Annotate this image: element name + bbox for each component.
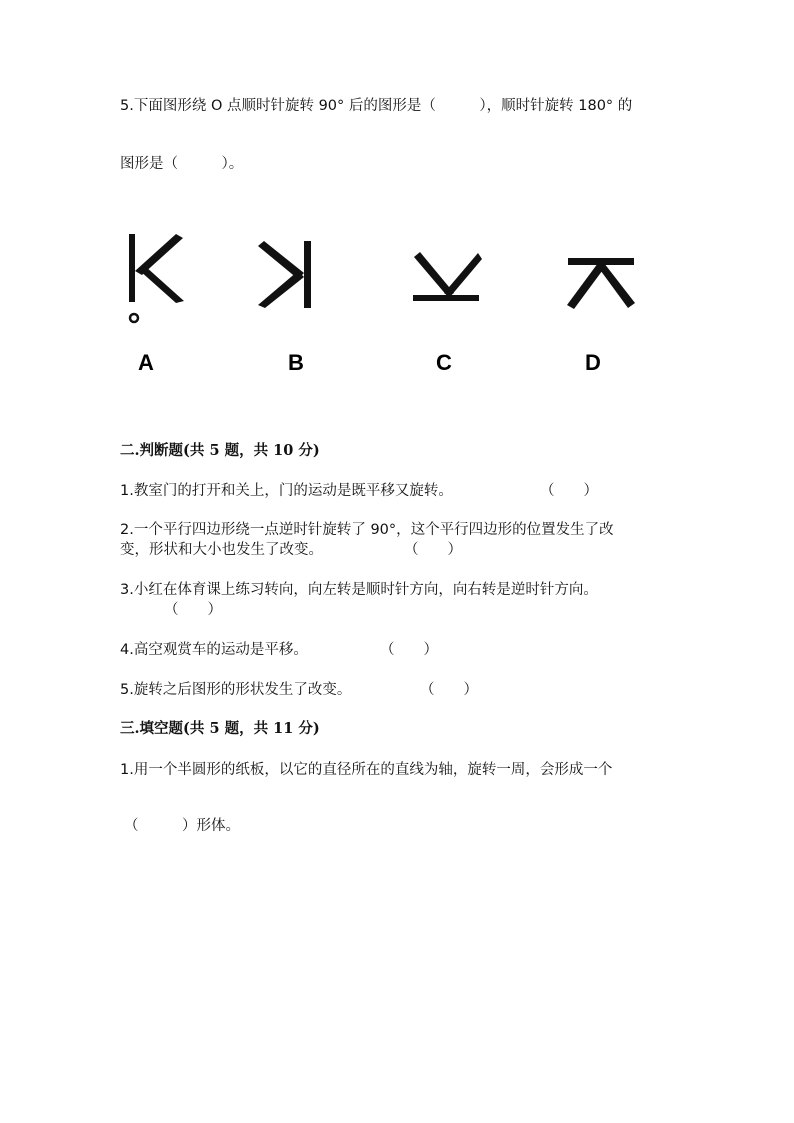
judge-item-2-line-1: 2.一个平行四边形绕一点逆时针旋转了 90°，这个平行四边形的位置发生了改: [120, 522, 614, 538]
judge-item-2-line-2: 变，形状和大小也发生了改变。: [120, 542, 323, 558]
rotation-figures: [0, 225, 794, 385]
judge-item-2-blank[interactable]: （ ）: [404, 542, 462, 558]
figure-b-k-shape: [258, 241, 311, 308]
judge-item-5-blank[interactable]: （ ）: [420, 682, 478, 698]
fill-item-1-line-2[interactable]: （ ）形体。: [124, 818, 240, 834]
judge-item-5-text: 5.旋转之后图形的形状发生了改变。: [120, 682, 352, 698]
fill-item-1-line-1: 1.用一个半圆形的纸板，以它的直径所在的直线为轴，旋转一周，会形成一个: [120, 762, 613, 778]
judge-item-1-blank[interactable]: （ ）: [540, 483, 598, 499]
judge-item-3-text: 3.小红在体育课上练习转向，向左转是顺时针方向，向右转是逆时针方向。: [120, 582, 598, 598]
option-label-b: B: [288, 350, 304, 375]
option-label-a: A: [138, 350, 154, 375]
judge-item-1: [120, 481, 453, 501]
section-3-title: 三.填空题(共 5 题，共 11 分): [120, 720, 320, 737]
judge-item-4-blank[interactable]: （ ）: [380, 642, 438, 658]
question-5-line-2: 图形是（ ）。: [120, 156, 244, 172]
figure-a-k-shape: [129, 234, 184, 322]
section-2-title: 二.判断题(共 5 题，共 10 分): [120, 442, 320, 459]
rotation-figures-svg: [0, 225, 794, 385]
judge-item-3-blank[interactable]: （ ）: [164, 602, 222, 618]
question-5-line-1: 5.下面图形绕 O 点顺时针旋转 90° 后的图形是（ ），顺时针旋转 180° 的: [120, 98, 633, 114]
option-label-c: C: [436, 350, 452, 375]
judge-item-1-text: 1.教室门的打开和关上，门的运动是既平移又旋转。: [120, 483, 453, 499]
figure-c-k-shape: [413, 252, 482, 301]
figure-d-k-shape: [567, 258, 635, 309]
judge-item-4-text: 4.高空观赏车的运动是平移。: [120, 642, 308, 658]
point-o-marker: [130, 314, 138, 322]
option-label-d: D: [585, 350, 601, 375]
